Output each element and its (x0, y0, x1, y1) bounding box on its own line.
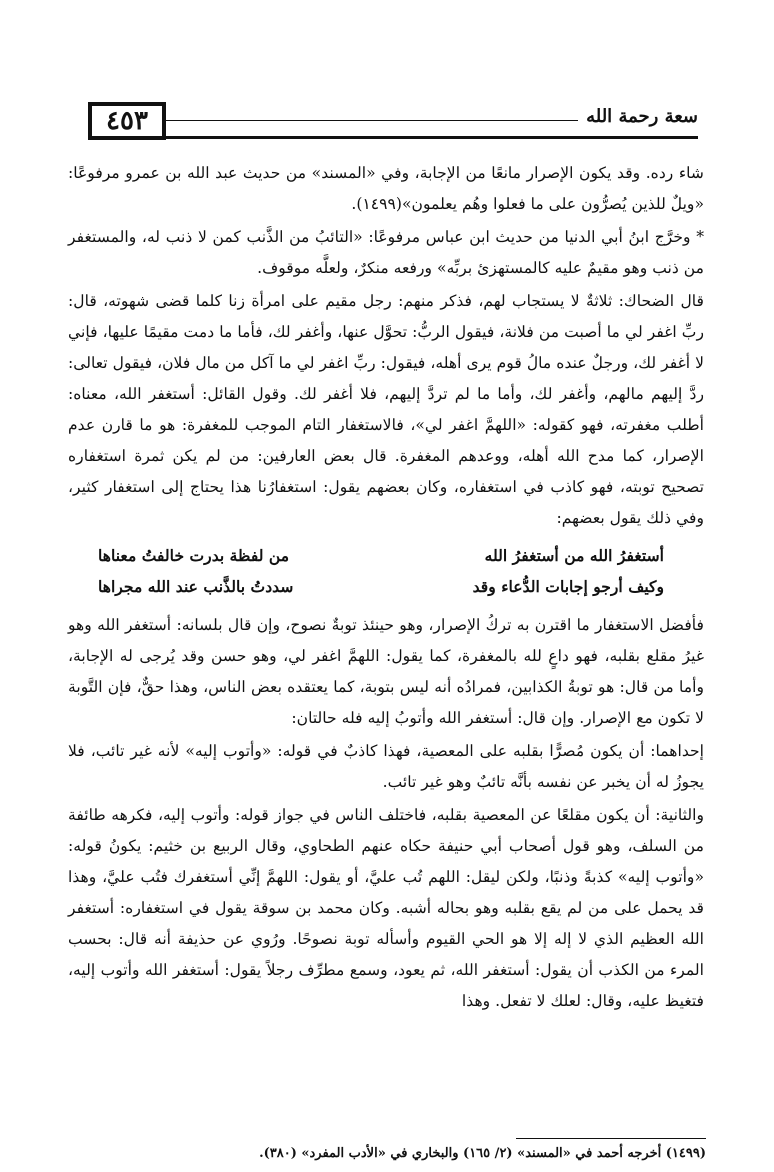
header-rule-thin (166, 120, 578, 121)
footnote: (١٤٩٩) أخرجه أحمد في «المسند» (٢/ ١٦٥) والبخاري في «الأدب المفرد» (٣٨٠). (259, 1146, 706, 1161)
paragraph: * وخرَّج ابنُ أبي الدنيا من حديث ابن عباس مرفوعًا: «التائبُ من الذَّنب كمن لا ذنب له، والمستغفر من ذنب وهو مقيمٌ عليه كالمستهزئ بربِّه» ورفعه منكرٌ، ولعلَّه موقوف. (68, 228, 704, 277)
verse-first-hemistich: وكيف أرجو إجابات الدُّعاء وقد (472, 577, 664, 596)
running-title: سعة رحمة الله (586, 106, 698, 127)
verse-second-hemistich: من لفظة بدرت خالفتُ معناها (98, 546, 290, 565)
paragraph: فأفضل الاستغفار ما اقترن به تركُ الإصرار، وهو حينئذ توبةٌ نصوح، وإن قال بلسانه: أستغفر الله وهو غيرُ مقلع بقلبه، فهو داعٍ لله بالمغفرة، كما يقول: اللهمَّ اغفر لي، وهو حسن وقد يُرجى له الإجابة، وأما من قال: هو توبةُ الكذابين، فمرادُه أنه ليس بتوبة، كما يعتقده بعض الناس، وهذا حقٌّ، فإن التَّوبة لا تكون مع الإصرار. وإن قال: أستغفر الله وأتوبُ إليه فله حالتان: (68, 616, 704, 727)
footnote-rule (516, 1138, 706, 1139)
poem-verse (68, 571, 704, 602)
main-text (68, 158, 704, 1019)
paragraph: شاء رده. وقد يكون الإصرار مانعًا من الإجابة، وفي «المسند» من حديث عبد الله بن عمرو مرفوعًا: «ويلٌ للذين يُصرُّون على ما فعلوا وهُم يعلمون»(١٤٩٩). (68, 164, 704, 213)
page-number: ٤٥٣ (106, 106, 148, 136)
page-header (88, 92, 698, 144)
page-number-box (88, 102, 166, 140)
paragraph: والثانية: أن يكون مقلعًا عن المعصية بقلبه، فاختلف الناس في جواز قوله: وأتوب إليه، فكرهه طائفة من السلف، وهو قول أصحاب أبي حنيفة حكاه عنهم الطحاوي، وقال الربيع بن خثيم: يكونُ قوله: «وأتوب إليه» كذبةً وذنبًا، ولكن ليقل: اللهم تُب عليَّ، أو يقول: اللهمَّ إنِّي أستغفرك فتُب عليَّ، وهذا قد يحمل على من لم يقع بقلبه وهو بحاله أشبه. وكان محمد بن سوقة يقول في استغفاره: أستغفر الله العظيم الذي لا إله إلا هو الحي القيوم وأسأله توبة نصوحًا. ورُوي عن حذيفة أنه قال: بحسب المرء من الكذب أن يقول: أستغفر الله، ثم يعود، وسمع مطرِّف رجلاً يقول: أستغفر الله وأتوب إليه، فتغيظ عليه، وقال: لعلك لا تفعل. وهذا (68, 806, 704, 1010)
poem-verse (68, 540, 704, 571)
paragraph: قال الضحاك: ثلاثةٌ لا يستجاب لهم، فذكر منهم: رجل مقيم على امرأة زنا كلما قضى شهوته، قال: ربِّ اغفر لي ما أصبت من فلانة، فيقول الربُّ: تحوَّل عنها، وأغفر لك، فأما ما دمت مقيمًا عليها، فإني لا أغفر لك، ورجلٌ عنده مالُ قوم يرى أهله، فيقول: ربِّ اغفر لي ما آكل من مال فلان، فيقول تعالى: ردَّ إليهم مالهم، وأغفر لك، وأما ما لم تردَّ إليهم، فلا أغفر لك. وقول القائل: أستغفر الله، معناه: أطلب مغفرته، فهو كقوله: «اللهمَّ اغفر لي»، فالاستغفار التام الموجب للمغفرة: هو ما قارن عدم الإصرار، كما مدح الله أهله، ووعدهم المغفرة. قال بعض العارفين: من لم يكن ثمرة استغفاره تصحيح توبته، فهو كاذب في استغفاره، وكان بعضهم يقول: استغفارُنا هذا يحتاج إلى استغفار كثير، وفي ذلك يقول بعضهم: (68, 292, 704, 527)
header-rule-thick (88, 136, 698, 139)
poem (68, 540, 704, 602)
verse-first-hemistich: أستغفرُ الله من أستغفرُ الله (484, 546, 664, 565)
verse-second-hemistich: سددتُ بالذَّنب عند الله مجراها (98, 577, 294, 596)
paragraph: إحداهما: أن يكون مُصرًّا بقلبه على المعصية، فهذا كاذبٌ في قوله: «وأتوب إليه» لأنه غير تائب، فلا يجوزُ له أن يخبر عن نفسه بأنَّه تائبٌ وهو غير تائب. (68, 742, 704, 791)
